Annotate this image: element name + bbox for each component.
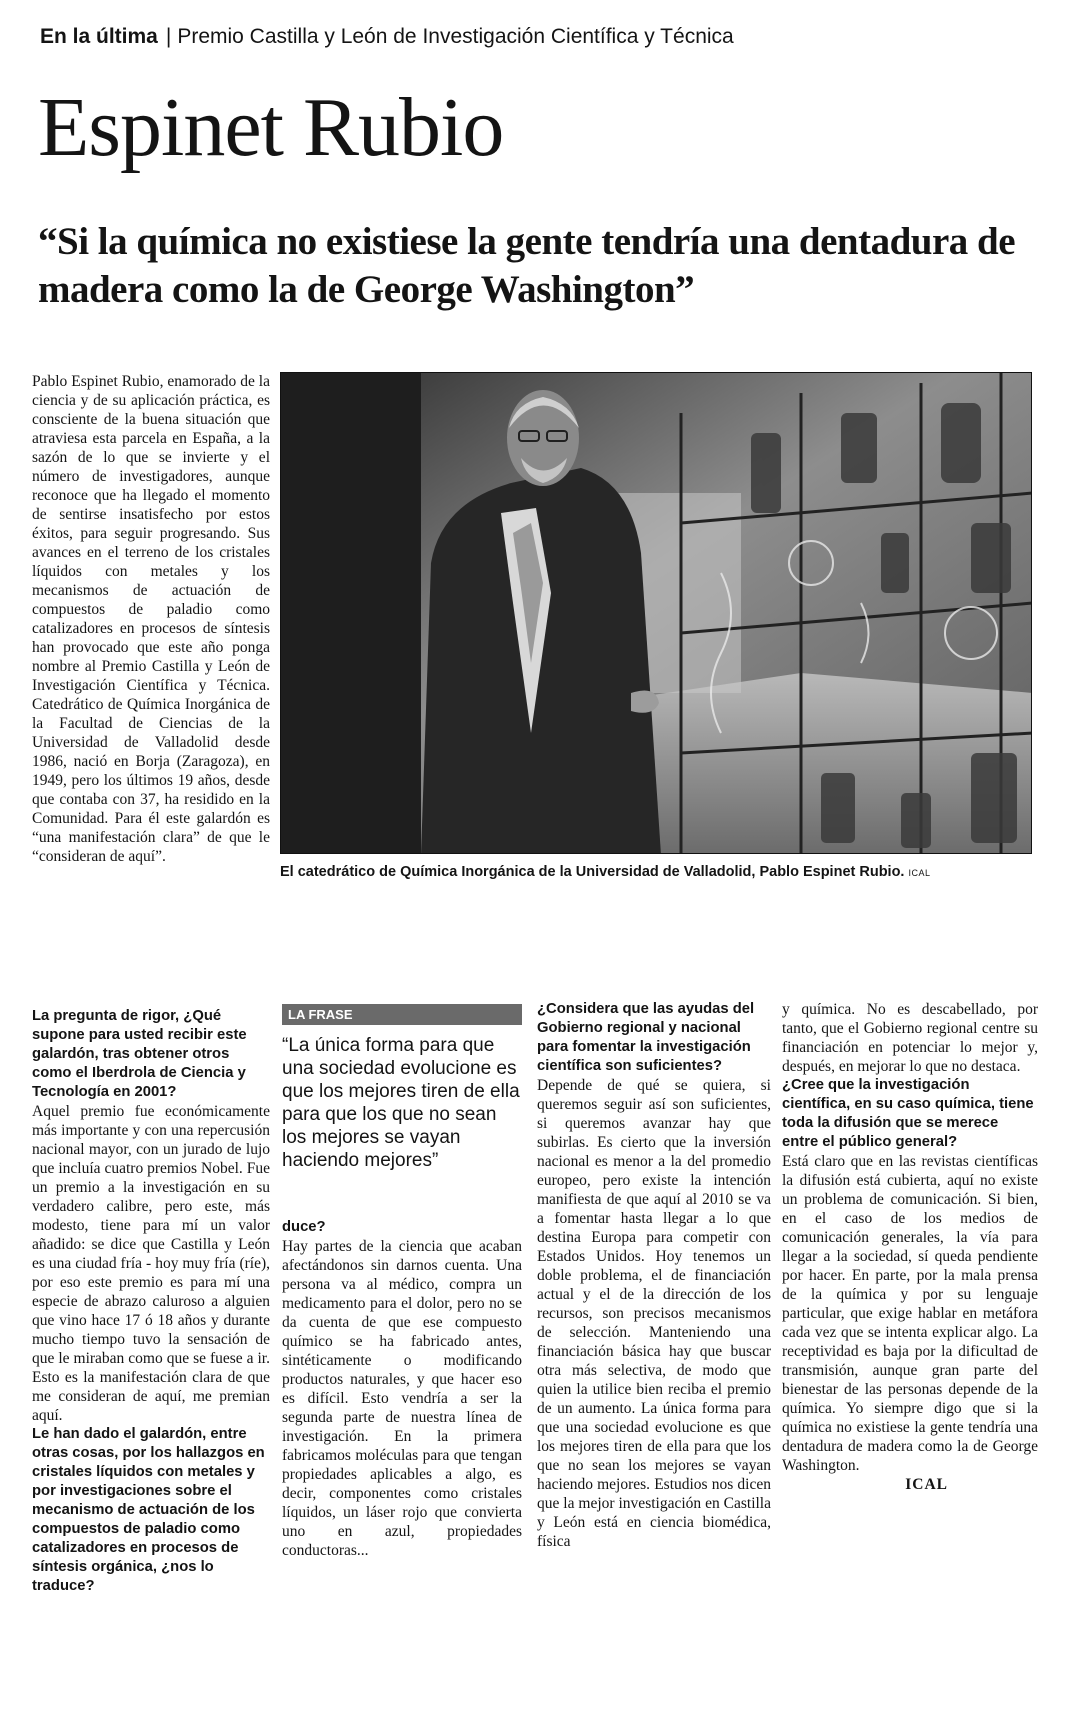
laboratory-photo-illustration — [281, 373, 1032, 854]
column-2 — [282, 1218, 522, 1560]
intro-column — [32, 372, 270, 866]
question-3: ¿Considera que las ayudas del Gobierno regional y nacional para fomentar la investigación científica son suficientes? — [537, 1001, 755, 1074]
question-1: La pregunta de rigor, ¿Qué supone para usted recibir este galardón, tras obtener otros como el Iberdrola de Ciencia y Tecnología en 2001? — [32, 1008, 247, 1100]
answer-3-continued: y química. No es descabellado, por tanto, que el Gobierno regional centre su financiación en potenciar lo mejor y, después, en mejorar lo que no destaca. — [782, 1001, 1038, 1075]
question-2-continued: duce? — [282, 1219, 326, 1235]
photo-credit: ICAL — [908, 868, 931, 878]
column-3 — [537, 1000, 771, 1551]
question-2: Le han dado el galardón, entre otras cosas, por los hallazgos en cristales líquidos con metales y por investigaciones sobre el mecanismo de actuación de los compuestos de paladio como catalizadores en procesos de síntesis orgánica, ¿nos lo traduce? — [32, 1426, 265, 1594]
answer-2: Hay partes de la ciencia que acaban afectándonos sin darnos cuenta. Una persona va al médico, compra un medicamento para el dolor, pero no se da cuenta de que ese compuesto químico se ha fabricado antes, sintéticamente o modificando productos naturales, y que hacer eso es difícil. Esto vendría a ser la segunda parte de nuestra línea de investigación. En la primera fabricamos moléculas para que tengan propiedades aplicables a algo, es decir, componentes como cristales líquidos, un láser rojo que convierta uno en azul, propiedades conductoras... — [282, 1238, 522, 1559]
headline: Espinet Rubio — [38, 81, 504, 174]
section-name: En la última — [40, 25, 158, 48]
column-4 — [782, 1000, 1038, 1494]
photo-caption-text: El catedrático de Química Inorgánica de la Universidad de Valladolid, Pablo Espinet Rubio. — [280, 864, 905, 880]
photo-caption — [280, 862, 1040, 883]
question-4: ¿Cree que la investigación científica, en su caso química, tiene toda la difusión que se merece entre el público general? — [782, 1077, 1034, 1150]
section-kicker — [40, 22, 1050, 52]
answer-3: Depende de qué se quiera, si queremos seguir así son suficientes, si queremos avanzar hay que subirlas. Es cierto que la inversión nacional es menor a la del promedio europeo, pero existe la intención manifiesta de que aquí al 2010 se va a fomentar hasta llegar a lo que destina Europa para competir con Estados Unidos. Hoy tenemos un doble problema, el de financiación actual y el de la dirección de los recursos, son precisos mecanismos de selección. Manteniendo una financiación básica hay que buscar otra más selectiva, de modo que quien la utilice bien reciba el premio de un aumento. La única forma para que una sociedad evolucione es que los mejores tiren de ella para que los que no sean los mejores se vayan haciendo mejores. Estudios nos dicen que la mejor investigación en Castilla y León está en ciencia biomédica, física — [537, 1077, 771, 1550]
section-topic: Premio Castilla y León de Investigación Científica y Técnica — [177, 25, 734, 48]
answer-4: Está claro que en las revistas científicas la difusión está cubierta, aquí no existe un problema de comunicación. Si bien, en el caso de los medios de comunicación generales, la vía para llegar a la sociedad, sí queda pendiente por hacer. En parte, por la mala prensa de la química y por su lenguaje particular, que exige hablar en metáfora cada vez que se intenta explicar algo. La receptividad es baja por la dificultad de transmisión, aunque gran parte del bienestar de las personas depende de la química. Yo siempre digo que si la química no existiese la gente tendría una dentadura de madera como la de George Washington. — [782, 1153, 1038, 1474]
answer-1: Aquel premio fue económicamente más importante y con una repercusión nacional mayor, con un jurado de lujo que incluía cuatro premios Nobel. Fue un premio a la investigación en su verdadero calibre, pero este, más modesto, tiene para mí un valor añadido: se dice que Castilla y León es una ciudad fría - hoy muy fría (ríe), por eso este premio es para mí una especie de abrazo caluroso a alguien que vino hace 17 ó 18 años y durante mucho tiempo tuvo la sensación de que le miraban como que se fuese a ir. Esto es la manifestación clara de que me consideran de aquí, me premian aquí. — [32, 1103, 270, 1424]
intro-paragraph: Pablo Espinet Rubio, enamorado de la ciencia y de su aplicación práctica, es consciente de la buena situación que atraviesa esta parcela en España, a la sazón de lo que se invierte y el número de investigadores, aunque reconoce que ha llegado el momento de sentirse insatisfecho por estos éxitos, para seguir progresando. Sus avances en el terreno de los cristales líquidos con metales y los mecanismos de actuación de compuestos de paladio como catalizadores en procesos de síntesis han provocado que este año ponga nombre al Premio Castilla y León de Investigación Científica y Técnica. Catedrático de Química Inorgánica de la Facultad de Ciencias de la Universidad de Valladolid desde 1986, nació en Borja (Zaragoza), en 1949, pero los últimos 19 años, desde que contaba con 37, ha residido en la Comunidad. Para él este galardón es “una manifestación clara” de que le “consideran de aquí”. — [32, 373, 270, 865]
subheadline-quote: “Si la química no existiese la gente tendría una dentadura de madera como la de George Washington” — [38, 220, 1016, 311]
article-signature: ICAL — [905, 1476, 948, 1493]
pull-quote: “La única forma para que una sociedad evolucione es que los mejores tiren de ella para que los que no sean los mejores se vayan haciendo mejores” — [282, 1035, 520, 1171]
column-1 — [32, 1007, 270, 1596]
article-photo — [280, 372, 1032, 854]
kicker-separator: | — [165, 25, 172, 48]
pull-quote-label: LA FRASE — [282, 1004, 522, 1025]
